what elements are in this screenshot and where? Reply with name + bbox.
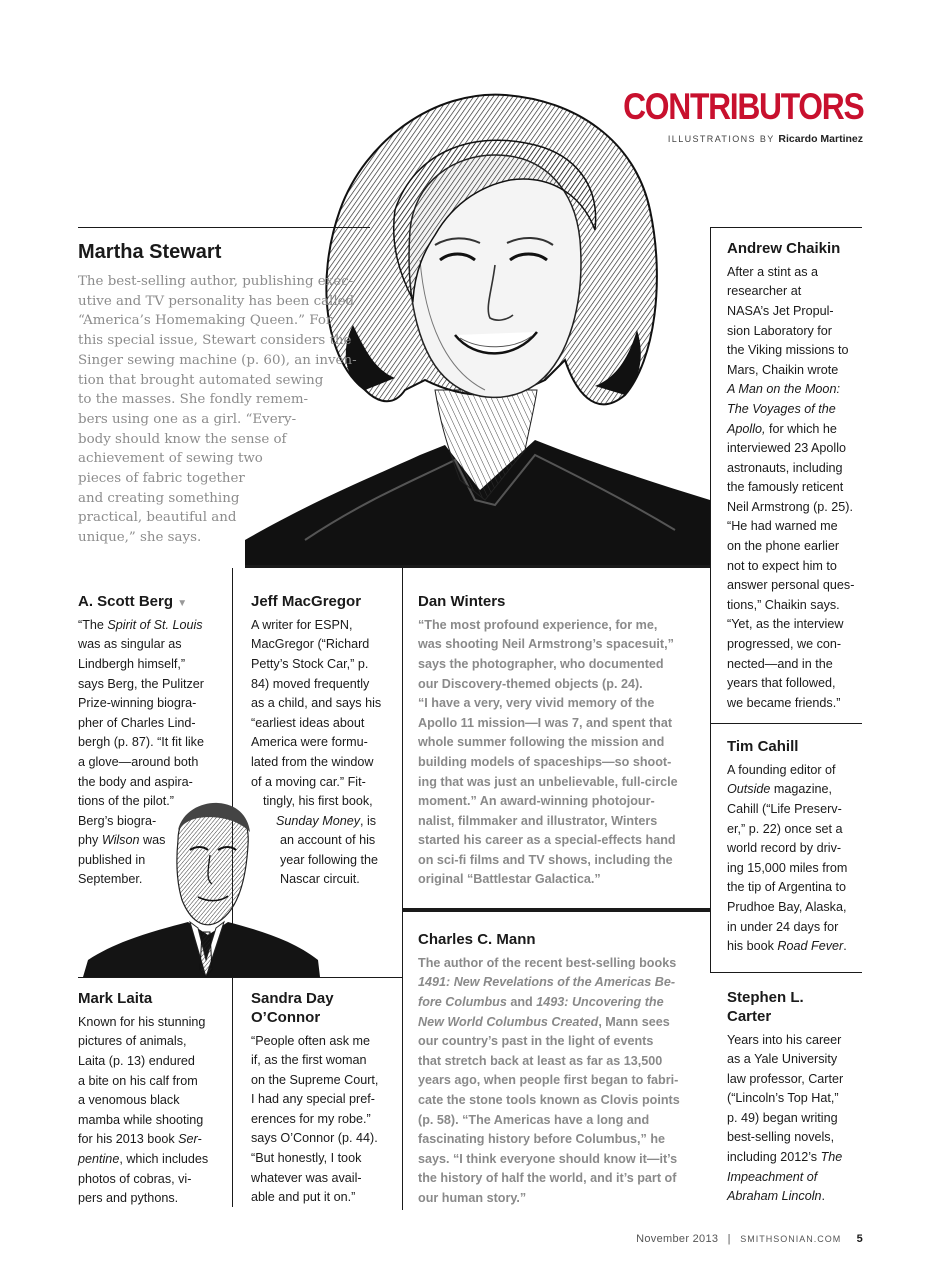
bio-line: p. 49) began writing: [727, 1110, 838, 1125]
bio-line: “People often ask me: [251, 1033, 371, 1048]
rule-martha-top: [78, 227, 370, 228]
contributor-martha-stewart: [78, 241, 378, 548]
bio-line: MacGregor (“Richard: [251, 637, 370, 652]
bio-line: an account of his: [280, 833, 376, 848]
bio-line: I had any special pref-: [251, 1092, 375, 1107]
bio-line: Prudhoe Bay, Alaska,: [727, 899, 847, 914]
rule-portrait-base: [245, 565, 710, 568]
rule-charles-top: [402, 908, 710, 912]
bio-line: on the phone earlier: [727, 539, 840, 554]
bio-line: law professor, Carter: [727, 1071, 844, 1086]
footer-separator: |: [727, 1233, 731, 1245]
bio-line: A writer for ESPN,: [251, 617, 353, 632]
bio-line: pieces of fabric together: [78, 471, 245, 487]
bio-line: says O’Connor (p. 44).: [251, 1131, 378, 1146]
bio-line: Mars, Chaikin wrote: [727, 362, 839, 377]
bio-line: lated from the window: [251, 754, 374, 769]
bio-line: astronauts, including: [727, 460, 843, 475]
rule-tim-left: [710, 723, 711, 973]
contributor-bio: [418, 616, 703, 890]
bio-line: as a child, and says his: [251, 696, 382, 711]
bio-line: whatever was avail-: [251, 1170, 362, 1185]
bio-line: was shooting Neil Armstrong’s spacesuit,”: [418, 637, 674, 652]
bio-line: started his career as a special-effects hand: [418, 833, 676, 848]
rule-stephen-top: [710, 972, 862, 973]
contributor-bio: Known for his stunning pictures of animals, Laita (p. 13) endured a bite on his calf from a venomous black mamba while shooting for his 2013 book Ser- pentine, which includes photos of cobras, vi- pers and pythons.: [78, 1013, 228, 1209]
illustrator-name: Ricardo Martinez: [778, 133, 863, 145]
bio-line: Petty’s Stock Car,” p.: [251, 656, 369, 671]
bio-line: The best-selling author, publishing exec-: [78, 274, 354, 289]
bio-line: was as singular as: [78, 637, 182, 652]
contributor-bio: “The Spirit of St. Louis was as singular as Lindbergh himself,” says Berg, the Pulitzer Prize-winning biogra- pher of Charles Lind- bergh (p. 87). “It fit like a glove—around both the body and aspira- tions of the pilot.” Berg’s biogra- phy Wilson was published in September.: [78, 616, 228, 890]
issue-date: November 2013: [636, 1233, 719, 1245]
bio-line: “But honestly, I took: [251, 1151, 362, 1166]
rule-andrew-left: [710, 227, 711, 567]
bio-line: of a moving car.” Fit-: [251, 774, 366, 789]
bio-line: ing 15,000 miles from: [727, 860, 848, 875]
rule-andrew-top: [710, 227, 862, 228]
contributor-name: Mark Laita: [78, 990, 153, 1007]
bio-line: whole summer following the mission and: [418, 735, 665, 750]
bio-line: tions,” Chaikin says.: [727, 597, 840, 612]
bio-line: (p. 58). “The Americas have a long and: [418, 1112, 650, 1127]
contributor-tim-cahill: [727, 738, 867, 957]
rule-jeff-dan: [402, 568, 403, 908]
bio-line: moment.” An award-winning photojour-: [418, 794, 655, 809]
bio-line: nected—and in the: [727, 656, 833, 671]
bio-line: Apollo 11 mission—I was 7, and spent that: [418, 715, 673, 730]
bio-line: able and put it on.”: [251, 1190, 356, 1205]
bio-line: 84) moved frequently: [251, 676, 370, 691]
bio-line: ing that was just an unbelievable, full-circle: [418, 774, 678, 789]
contributor-bio: [727, 263, 867, 714]
bio-line: the body and aspira-: [78, 774, 193, 789]
contributor-bio: A writer for ESPN, MacGregor (“Richard Petty’s Stock Car,” p. 84) moved frequently as a child, and says his “earliest ideas about America were formu- lated from the window of a moving car.” Fit- tingly, his first book, Sunday Money, is an account of his year following the Nascar circuit.: [251, 616, 401, 890]
bio-line: nalist, filmmaker and illustrator, Winters: [418, 813, 658, 828]
rule-tim-top: [710, 723, 862, 724]
bio-line: (“Lincoln’s Top Hat,”: [727, 1091, 839, 1106]
andrew-book-line-2: The Voyages of the: [727, 401, 836, 416]
bio-line: to the masses. She fondly remem-: [78, 392, 309, 408]
bio-line: researcher at: [727, 284, 802, 299]
contributor-name: Jeff MacGregor: [251, 593, 362, 610]
contributor-mark-laita: [78, 990, 228, 1209]
contributor-bio: [251, 1032, 401, 1208]
bio-line: Nascar circuit.: [280, 872, 360, 887]
contributor-name: Dan Winters: [418, 593, 506, 610]
bio-line: pers and pythons.: [78, 1191, 179, 1206]
bio-line: if, as the first woman: [251, 1053, 367, 1068]
bio-line: Prize-winning biogra-: [78, 696, 197, 711]
page-footer: [636, 1233, 863, 1245]
bio-line: in under 24 days for: [727, 919, 839, 934]
contributor-name: Sandra Day O’Connor: [251, 990, 334, 1026]
bio-line: progressed, we con-: [727, 637, 842, 652]
bio-line: America were formu-: [251, 735, 368, 750]
bio-line: years ago, when people first began to fabri-: [418, 1073, 679, 1088]
contributor-name: A. Scott Berg ▼: [78, 593, 188, 610]
bio-line: we became friends.”: [727, 695, 841, 710]
contributor-charles-c-mann: [418, 931, 703, 1208]
rule-mark-top: [78, 977, 402, 978]
bio-line: tions of the pilot.”: [78, 794, 174, 809]
bio-line: tingly, his first book,: [263, 794, 373, 809]
contributor-name: Charles C. Mann: [418, 931, 536, 948]
bio-line: Singer sewing machine (p. 60), an inven-: [78, 352, 357, 368]
contributor-name: Martha Stewart: [78, 241, 222, 263]
rule-charles-left: [402, 910, 403, 1210]
bio-line: fascinating history before Columbus,” he: [418, 1132, 666, 1147]
rule-mark-sandra: [232, 977, 233, 1207]
bio-line: original “Battlestar Galactica.”: [418, 872, 601, 887]
contributor-bio: [78, 272, 378, 548]
contributor-bio: The author of the recent best-selling books 1491: New Revelations of the Americas Be- fore Columbus and 1493: Uncovering the New World Columbus Created, Mann sees our country’s past in the light of events that stretch back at least as far as 13,500 years ago, when people first began to fabri- cate the stone tools known as Clovis points (p. 58). “The Americas have a long and fascinating history before Columbus,” he says. “I think everyone should know it—it’s the history of half the world, and it’s part of our human story.”: [418, 954, 703, 1209]
rule-andrew-left-lower: [710, 565, 711, 725]
bio-line: “Yet, as the interview: [727, 617, 844, 632]
bio-line: Laita (p. 13) endured: [78, 1053, 195, 1068]
bio-line: the famously reticent: [727, 480, 844, 495]
bio-line: pher of Charles Lind-: [78, 715, 196, 730]
bio-line: a venomous black: [78, 1093, 180, 1108]
bio-line: not to expect him to: [727, 558, 837, 573]
contributor-name: Andrew Chaikin: [727, 240, 841, 257]
bio-line: a bite on his calf from: [78, 1073, 198, 1088]
bio-line: says the photographer, who documented: [418, 656, 664, 671]
bio-line: that stretch back at least as far as 13,500: [418, 1053, 663, 1068]
bio-line: as a Yale University: [727, 1052, 838, 1067]
bio-line: September.: [78, 872, 143, 887]
contributor-bio: Years into his career as a Yale University law professor, Carter (“Lincoln’s Top Hat,” p. 49) began writing best-selling novels, including 2012’s The Impeachment of Abraham Lincoln.: [727, 1031, 867, 1207]
bio-line: building models of spaceships—so shoot-: [418, 754, 672, 769]
bio-line: erences for my robe.”: [251, 1111, 371, 1126]
page-title: CONTRIBUTORS: [622, 86, 863, 127]
contributor-sandra-day-oconnor: [251, 990, 401, 1208]
bio-line: cate the stone tools known as Clovis points: [418, 1092, 680, 1107]
bio-line: tion that brought automated sewing: [78, 372, 324, 388]
bio-line: a glove—around both: [78, 754, 199, 769]
bio-line: interviewed 23 Apollo: [727, 441, 847, 456]
bio-line: year following the: [280, 852, 379, 867]
bio-line: answer personal ques-: [727, 578, 855, 593]
bio-line: “earliest ideas about: [251, 715, 365, 730]
bio-line: “I have a very, very vivid memory of the: [418, 696, 655, 711]
bio-line: bergh (p. 87). “It fit like: [78, 735, 204, 750]
illustration-credit-prefix: ILLUSTRATIONS BY: [667, 134, 775, 144]
bio-line: Cahill (“Life Preserv-: [727, 801, 842, 816]
bio-line: this special issue, Stewart considers the: [78, 333, 352, 349]
bio-line: Known for his stunning: [78, 1014, 206, 1029]
bio-line: Berg’s biogra-: [78, 813, 157, 828]
contributor-name: Tim Cahill: [727, 738, 799, 755]
bio-line: photos of cobras, vi-: [78, 1171, 192, 1186]
bio-line: sion Laboratory for: [727, 323, 833, 338]
bio-line: and creating something: [78, 490, 240, 506]
bio-line: years that followed,: [727, 676, 836, 691]
bio-line: utive and TV personality has been called: [78, 293, 355, 309]
bio-line: pictures of animals,: [78, 1034, 187, 1049]
bio-line: bers using one as a girl. “Every-: [78, 411, 297, 427]
bio-line: body should know the sense of: [78, 431, 287, 447]
bio-line: unique,” she says.: [78, 530, 202, 546]
bio-line: our country’s past in the light of events: [418, 1034, 654, 1049]
bio-line: on the Supreme Court,: [251, 1072, 379, 1087]
contributor-bio: A founding editor of Outside magazine, Cahill (“Life Preserv- er,” p. 22) once set a world record by driv- ing 15,000 miles from the tip of Argentina to Prudhoe Bay, Alaska, in under 24 days for his book Road Fever.: [727, 761, 867, 957]
bio-line: NASA’s Jet Propul-: [727, 303, 834, 318]
bio-line: After a stint as a: [727, 264, 818, 279]
bio-line: “The most profound experience, for me,: [418, 617, 658, 632]
page-number: 5: [856, 1233, 863, 1245]
bio-line: Neil Armstrong (p. 25).: [727, 499, 853, 514]
bio-line: the tip of Argentina to: [727, 880, 847, 895]
andrew-book-line-3: Apollo, for which he: [727, 421, 837, 436]
bio-line: Lindbergh himself,”: [78, 656, 186, 671]
bio-line: er,” p. 22) once set a: [727, 821, 843, 836]
bio-line: achievement of sewing two: [78, 451, 263, 467]
bio-line: Years into his career: [727, 1032, 842, 1047]
bio-line: published in: [78, 852, 146, 867]
contributor-name: Stephen L. Carter: [727, 989, 804, 1025]
bio-line: our Discovery-themed objects (p. 24).: [418, 676, 643, 691]
pointer-arrow-icon: ▼: [177, 598, 188, 609]
bio-line: says. “I think everyone should know it—it’s: [418, 1151, 678, 1166]
bio-line: the Viking missions to: [727, 343, 849, 358]
bio-line: “He had warned me: [727, 519, 838, 534]
andrew-book-line-1: A Man on the Moon:: [727, 382, 840, 397]
bio-line: best-selling novels,: [727, 1130, 835, 1145]
contributor-andrew-chaikin: [727, 240, 867, 713]
bio-line: the history of half the world, and it’s part of: [418, 1171, 677, 1186]
bio-line: mamba while shooting: [78, 1112, 204, 1127]
website: SMITHSONIAN.COM: [740, 1234, 842, 1244]
bio-line: practical, beautiful and: [78, 510, 237, 526]
bio-line: on sci-fi films and TV shows, including the: [418, 852, 673, 867]
bio-line: “America’s Homemaking Queen.” For: [78, 313, 333, 329]
contributor-stephen-carter: [727, 989, 867, 1207]
contributor-jeff-macgregor: [251, 593, 401, 890]
bio-line: says Berg, the Pulitzer: [78, 676, 204, 691]
bio-line: world record by driv-: [727, 841, 842, 856]
bio-line: our human story.”: [418, 1190, 527, 1205]
contributor-dan-winters: [418, 593, 703, 890]
